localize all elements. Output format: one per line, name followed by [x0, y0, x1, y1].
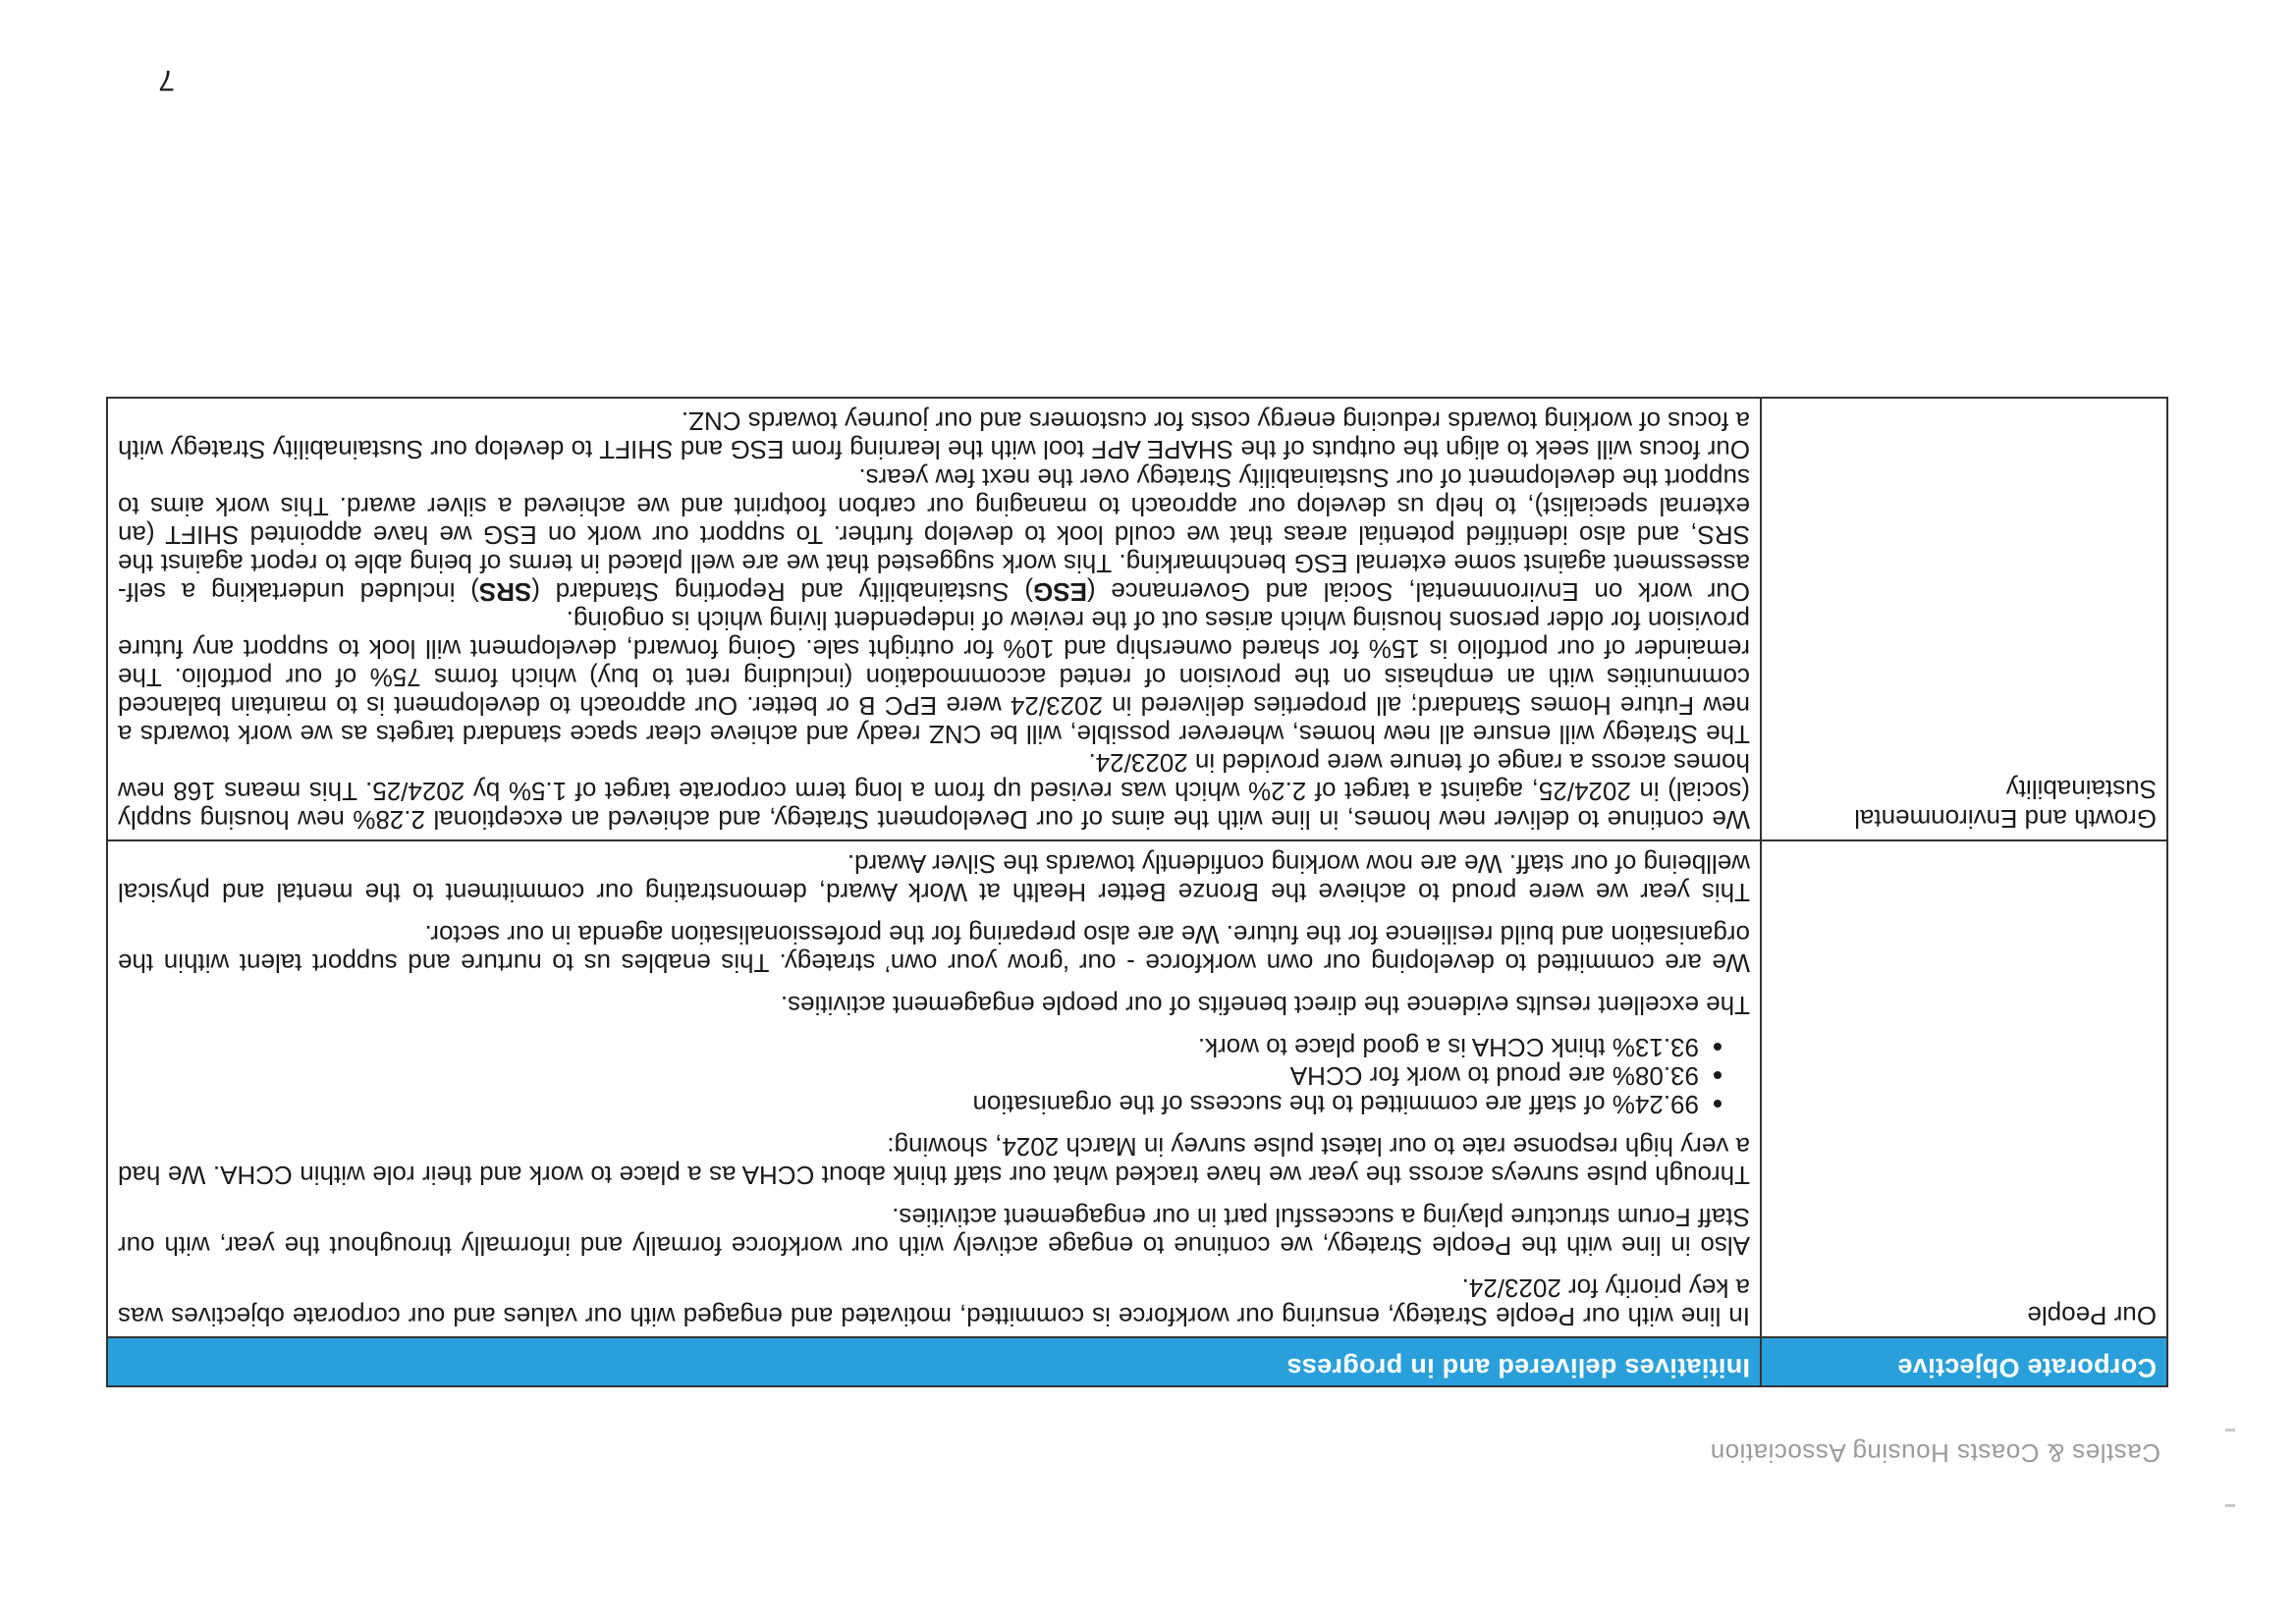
- survey-results-list: [118, 1033, 1750, 1118]
- paragraph: [118, 463, 1750, 606]
- objectives-table: [106, 397, 2168, 1387]
- text-run: ) included undertaking a self-assessment against some external ESG benchmarking. This work suggested that we are well placed in terms of being able to report against the SRS, and also identified potential areas that we could look to develop further. To support our work on ESG we have appointed SHIFT (an external specialist), to help us develop our approach to managing our carbon footprint and we achieved a silver award. This work aims to support the development of our Sustainability Strategy over the next few years.: [118, 463, 1750, 607]
- text-run: Our work on Environmental, Social and Governance (: [1086, 577, 1750, 607]
- table-row-our-people: [107, 840, 2167, 1337]
- list-item: • 99.24% of staff are committed to the success of the organisation: [118, 1090, 1699, 1118]
- header-initiatives: Initiatives delivered and in progress: [107, 1337, 1761, 1386]
- list-item: • 93.13% think CCHA is a good place to work.: [118, 1033, 1699, 1061]
- edge-mark: [2225, 1504, 2235, 1507]
- initiatives-cell: [107, 840, 1761, 1337]
- paragraph: Also in line with the People Strategy, we continue to engage actively with our workforce formally and informally throughout the year, with our Staff Forum structure playing a successful part in our engagement activities.: [118, 1203, 1750, 1261]
- paragraph: Our focus will seek to align the outputs of the SHAPE APF tool with the learning from ESG and SHIFT to develop our Sustainability Strategy with a focus of working towards reducing energy costs for customers and our journey towards CNZ.: [118, 406, 1750, 464]
- paragraph: This year we were proud to achieve the Bronze Better Health at Work Award, demonstrating our commitment to the mental and physical wellbeing of our staff. We are now working confidently towards the Silver Award.: [118, 849, 1750, 907]
- list-item: • 93.08% are proud to work for CCHA: [118, 1061, 1699, 1090]
- page-number: 7: [158, 64, 175, 96]
- paragraph: The excellent results evidence the direct benefits of our people engagement activities.: [780, 991, 1750, 1020]
- organisation-name: Castles & Coasts Housing Association: [1710, 1438, 2160, 1468]
- header-corporate-objective: Corporate Objective: [1761, 1337, 2167, 1386]
- objective-cell: Growth and Environmental Sustainability: [1761, 398, 2167, 840]
- paragraph: We continue to deliver new homes, in line with the aims of our Development Strategy, and achieved an exceptional 2.28% new housing supply (social) in 2024/25, against a target of 2.2% which was revised up from a long term corporate target of 1.5% by 2024/25. This means 168 new homes across a range of tenure were provided in 2023/24.: [118, 748, 1750, 835]
- edge-mark: [2225, 1429, 2235, 1432]
- paragraph: We are committed to developing our own workforce - our ‘grow your own’ strategy. This enables us to nurture and support talent within the organisation and build resilience for the future. We are also preparing for the professionalisation agenda in our sector.: [118, 920, 1750, 978]
- esg-abbreviation: ESG: [1033, 577, 1087, 607]
- srs-abbreviation: SRS: [478, 577, 532, 607]
- table-header-row: [107, 1337, 2167, 1386]
- paragraph: In line with our People Strategy, ensuring our workforce is committed, motivated and engaged with our values and our corporate objectives was a key priority for 2023/24.: [118, 1273, 1750, 1331]
- paragraph: Through pulse surveys across the year we have tracked what our staff think about CCHA as a place to work and their role within CCHA. We had a very high response rate to our latest pulse survey in March 2024, showing:: [118, 1132, 1750, 1190]
- table-row-growth-sustainability: [107, 398, 2167, 840]
- initiatives-cell: [107, 398, 1761, 840]
- text-run: ) Sustainability and Reporting Standard (: [531, 577, 1034, 607]
- paragraph: The Strategy will ensure all new homes, wherever possible, will be CNZ ready and achieve clear space standard targets as we work towards a new Future Homes Standard; all properties delivered in 2023/24 were EPC B or better. Our approach to development is to maintain balanced communities with an emphasis on the provision of rented accommodation (including rent to buy) which forms 75% of our portfolio. The remainder of our portfolio is 15% for shared ownership and 10% for outright sale. Going forward, development will look to support any future provision for older persons housing which arises out of the review of independent living which is ongoing.: [118, 606, 1750, 749]
- objective-cell: Our People: [1761, 840, 2167, 1337]
